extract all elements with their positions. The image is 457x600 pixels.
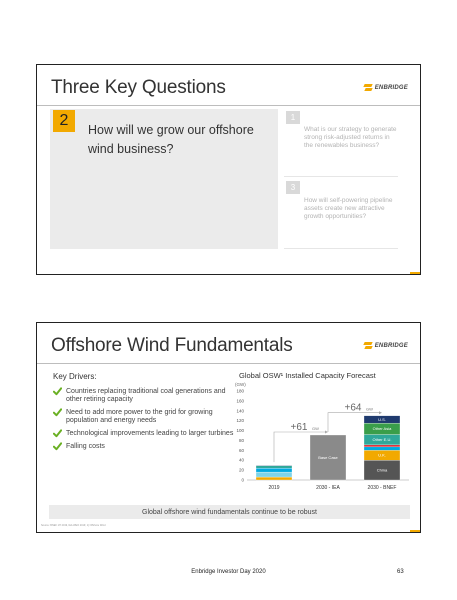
source-note: Source: BNEF 1H 2019, IEA WEO 2019; 1) Offshore Wind	[41, 524, 106, 527]
growth-annotation: +61	[290, 422, 308, 434]
y-tick-label: 80	[238, 437, 244, 443]
segment-label: Other Asia	[372, 426, 392, 432]
chart-title: Global OSW¹ Installed Capacity Forecast	[239, 371, 376, 380]
main-question-text: How will we grow our offshore wind business?	[88, 123, 254, 156]
checkmark-icon	[53, 429, 62, 438]
chart-y-unit: (GW)	[235, 382, 246, 387]
key-drivers-list	[53, 388, 243, 456]
slide-title: Offshore Wind Fundamentals	[51, 335, 293, 356]
x-tick-label: 2030 - BNEF	[367, 485, 397, 491]
slide-offshore-wind-fundamentals	[36, 322, 421, 533]
y-tick-label: 140	[236, 408, 244, 414]
title-divider	[37, 363, 420, 364]
slide-three-key-questions	[36, 64, 421, 275]
bar-segment	[256, 477, 292, 480]
page-number: 63	[397, 569, 404, 575]
growth-annotation-unit: GW	[366, 406, 373, 412]
key-drivers-heading: Key Drivers:	[53, 372, 97, 381]
y-tick-label: 60	[238, 447, 244, 453]
x-tick-label: 2030 - IEA	[316, 485, 340, 491]
question-number-badge: 3	[286, 181, 300, 194]
side-question-3	[284, 178, 398, 249]
y-tick-label: 180	[236, 388, 244, 394]
list-item: Falling costs	[53, 443, 243, 451]
segment-label: U.S.	[378, 416, 386, 422]
bar-segment	[364, 445, 400, 447]
enbridge-logo-icon	[364, 341, 373, 350]
enbridge-logo: ENBRIDGE	[364, 341, 408, 350]
corner-accent	[410, 530, 420, 532]
bar-segment	[364, 447, 400, 450]
checkmark-icon	[53, 408, 62, 417]
segment-label: Base Case	[318, 454, 338, 460]
segment-label: U.K.	[378, 452, 386, 458]
checkmark-icon	[53, 442, 62, 451]
segment-label: Other E.U.	[372, 437, 392, 443]
bar-segment	[256, 466, 292, 468]
y-tick-label: 20	[238, 467, 244, 473]
y-tick-label: 0	[241, 477, 244, 483]
enbridge-logo: ENBRIDGE	[364, 83, 408, 92]
bar-segment	[256, 468, 292, 472]
question-number-badge: 1	[286, 111, 300, 124]
y-tick-label: 120	[236, 418, 244, 424]
y-tick-label: 100	[236, 428, 244, 434]
y-tick-label: 160	[236, 398, 244, 404]
title-divider	[37, 105, 420, 106]
corner-accent	[410, 272, 420, 274]
slide-title: Three Key Questions	[51, 77, 226, 98]
capacity-forecast-chart	[227, 387, 412, 497]
arrow-icon	[379, 411, 382, 414]
growth-annotation-unit: GW	[312, 426, 319, 432]
enbridge-logo-icon	[364, 83, 373, 92]
conclusion-banner: Global offshore wind fundamentals continue to be robust	[49, 505, 410, 519]
growth-annotation: +64	[344, 402, 362, 414]
main-question-panel	[50, 109, 278, 249]
side-question-text: What is our strategy to generate strong risk-adjusted returns in the renewables business?	[304, 126, 397, 149]
arrow-icon	[325, 431, 328, 434]
checkmark-icon	[53, 387, 62, 396]
question-number-badge: 2	[53, 110, 75, 132]
side-question-text: How will self-powering pipeline assets create new attractive growth opportunities?	[304, 197, 393, 220]
list-item: Countries replacing traditional coal generations and other retiring capacity	[53, 388, 243, 404]
y-tick-label: 40	[238, 457, 244, 463]
segment-label: China	[376, 467, 388, 473]
bar-segment	[256, 472, 292, 477]
x-tick-label: 2019	[268, 485, 280, 491]
list-item: Technological improvements leading to larger turbines	[53, 430, 243, 438]
footer-text: Enbridge Investor Day 2020	[191, 569, 266, 575]
side-question-1	[284, 109, 398, 177]
list-item: Need to add more power to the grid for growing population and energy needs	[53, 409, 243, 425]
